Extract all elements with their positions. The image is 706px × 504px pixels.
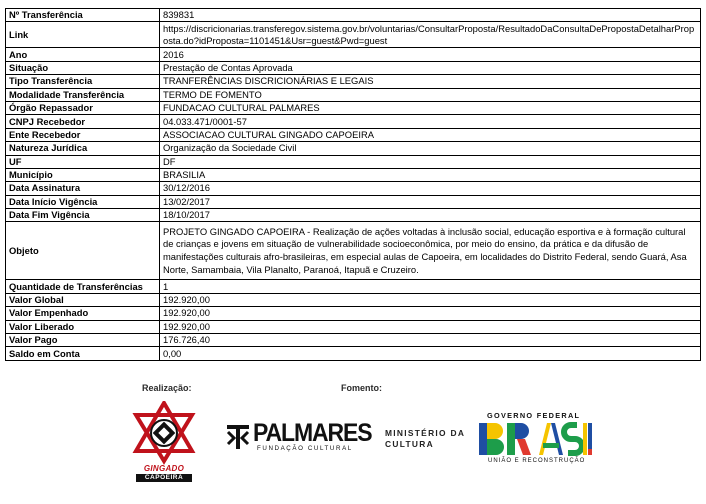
- governo-federal-label: GOVERNO FEDERAL: [487, 411, 581, 420]
- row-value: 192.920,00: [160, 293, 701, 306]
- table-row: [6, 182, 701, 195]
- row-label: Valor Global: [6, 293, 160, 306]
- table-row: [6, 293, 701, 306]
- table-row: [6, 222, 701, 280]
- row-label: Ente Recebedor: [6, 128, 160, 141]
- table-row: [6, 320, 701, 333]
- table-row: [6, 115, 701, 128]
- table-row: [6, 9, 701, 22]
- row-value: 30/12/2016: [160, 182, 701, 195]
- table-row: [6, 307, 701, 320]
- palmares-name: PALMARES: [253, 419, 372, 447]
- row-value: 2016: [160, 48, 701, 61]
- row-value: TRANFERÊNCIAS DISCRICIONÁRIAS E LEGAIS: [160, 75, 701, 88]
- row-value: DF: [160, 155, 701, 168]
- fomento-label: Fomento:: [341, 383, 382, 393]
- table-row: [6, 48, 701, 61]
- row-label: Nº Transferência: [6, 9, 160, 22]
- table-row: [6, 347, 701, 360]
- minc-line2: CULTURA: [385, 439, 434, 449]
- palmares-symbol-icon: [225, 422, 251, 450]
- row-value: BRASILIA: [160, 168, 701, 181]
- table-row: [6, 168, 701, 181]
- realizacao-label: Realização:: [142, 383, 192, 393]
- row-label: UF: [6, 155, 160, 168]
- table-row: [6, 88, 701, 101]
- row-label: Modalidade Transferência: [6, 88, 160, 101]
- brasil-logo-icon: [477, 421, 593, 457]
- row-value: 192.920,00: [160, 307, 701, 320]
- gingado-word: GINGADO: [143, 464, 185, 473]
- row-value: 839831: [160, 9, 701, 22]
- row-value: Prestação de Contas Aprovada: [160, 61, 701, 74]
- objeto-value: PROJETO GINGADO CAPOEIRA - Realização de ações voltadas à inclusão social, educação esportiva e à formação cultural de crianças e jovens em situação de vulnerabilidade socioeconômica, por meio do ensino, da prática e da difusão de manifestações culturais afro-brasileiras, em especial aulas de Capoeira, em localidades do Distrito Federal, sendo Guará, Asa Norte, Samambaia, Vila Planalto, Paranoá, Itapuã e Cruzeiro.: [160, 222, 701, 280]
- row-label: Valor Liberado: [6, 320, 160, 333]
- row-value: 0,00: [160, 347, 701, 360]
- table-row: [6, 209, 701, 222]
- row-label: CNPJ Recebedor: [6, 115, 160, 128]
- row-label: Valor Empenhado: [6, 307, 160, 320]
- table-row: [6, 142, 701, 155]
- minc-line1: MINISTÉRIO DA: [385, 428, 466, 438]
- capoeira-word: CAPOEIRA: [136, 474, 192, 482]
- ministerio-cultura-logo: [385, 428, 465, 450]
- row-label: Data Assinatura: [6, 182, 160, 195]
- palmares-subtitle: FUNDAÇÃO CULTURAL: [257, 445, 353, 452]
- row-label: Natureza Jurídica: [6, 142, 160, 155]
- row-value: 04.033.471/0001-57: [160, 115, 701, 128]
- row-label: Data Fim Vigência: [6, 209, 160, 222]
- row-value: 192.920,00: [160, 320, 701, 333]
- row-value: 176.726,40: [160, 334, 701, 347]
- row-label: Objeto: [6, 222, 160, 280]
- table-row: [6, 195, 701, 208]
- row-value: 18/10/2017: [160, 209, 701, 222]
- row-value: ASSOCIACAO CULTURAL GINGADO CAPOEIRA: [160, 128, 701, 141]
- row-label: Data Início Vigência: [6, 195, 160, 208]
- row-value: Organização da Sociedade Civil: [160, 142, 701, 155]
- gingado-capoeira-logo-icon: [132, 401, 196, 465]
- table-row: [6, 22, 701, 48]
- row-label: Saldo em Conta: [6, 347, 160, 360]
- uniao-reconstrucao-label: UNIÃO E RECONSTRUÇÃO: [488, 458, 586, 464]
- row-label: Tipo Transferência: [6, 75, 160, 88]
- table-row: [6, 101, 701, 114]
- row-label: Quantidade de Transferências: [6, 280, 160, 293]
- link-value[interactable]: https://discricionarias.transferegov.sistema.gov.br/voluntarias/ConsultarProposta/ResultadoDaConsultaDePropostaDetalharProposta.do?idProposta=1101451&Usr=guest&Pwd=guest: [160, 22, 701, 48]
- row-label: Valor Pago: [6, 334, 160, 347]
- table-row: [6, 280, 701, 293]
- row-value: 13/02/2017: [160, 195, 701, 208]
- table-row: [6, 128, 701, 141]
- row-value: 1: [160, 280, 701, 293]
- table-row: [6, 61, 701, 74]
- row-label: Órgão Repassador: [6, 101, 160, 114]
- row-value: TERMO DE FOMENTO: [160, 88, 701, 101]
- table-row: [6, 155, 701, 168]
- row-label: Situação: [6, 61, 160, 74]
- row-label: Link: [6, 22, 160, 48]
- row-label: Ano: [6, 48, 160, 61]
- table-row: [6, 334, 701, 347]
- row-value: FUNDACAO CULTURAL PALMARES: [160, 101, 701, 114]
- row-label: Município: [6, 168, 160, 181]
- transfer-info-table: [5, 8, 701, 361]
- table-row: [6, 75, 701, 88]
